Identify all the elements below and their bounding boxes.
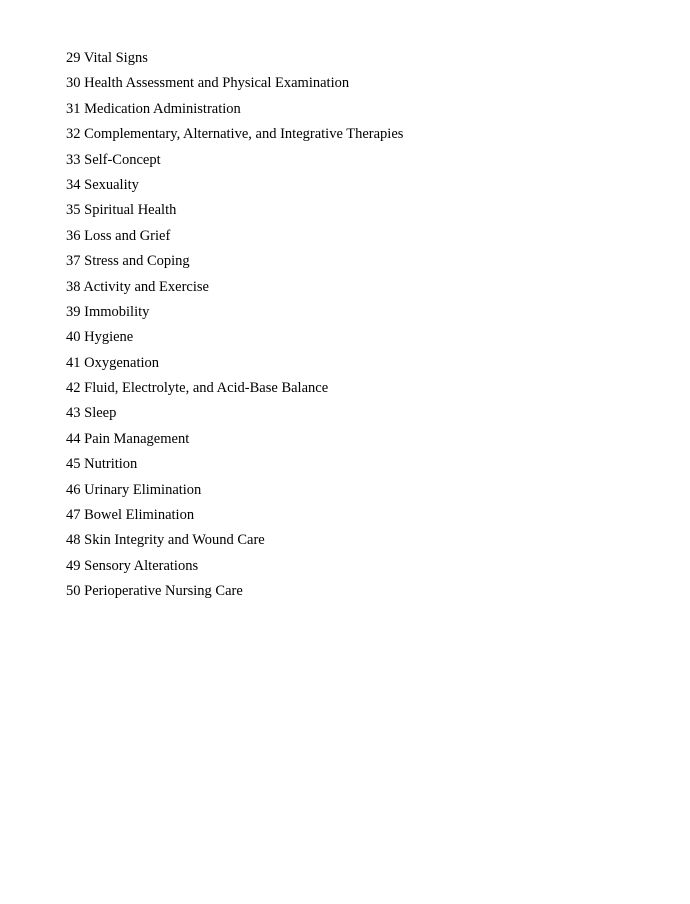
chapter-title: Perioperative Nursing Care [84, 583, 243, 600]
chapter-number: 41 [66, 354, 81, 371]
chapter-entry [66, 99, 403, 124]
chapter-title: Self-Concept [84, 151, 161, 168]
chapter-entry [66, 251, 403, 276]
chapter-entry [66, 327, 403, 352]
chapter-title: Urinary Elimination [84, 481, 202, 498]
chapter-entry [66, 73, 403, 98]
chapter-number: 30 [66, 75, 81, 92]
chapter-number: 38 [66, 278, 81, 295]
chapter-title: Stress and Coping [84, 253, 190, 270]
chapter-entry [66, 454, 403, 479]
chapter-title: Hygiene [84, 329, 134, 346]
chapter-entry [66, 302, 403, 327]
chapter-number: 35 [66, 202, 81, 219]
chapter-number: 47 [66, 507, 81, 524]
chapter-title: Oxygenation [84, 354, 160, 371]
chapter-number: 32 [66, 126, 81, 143]
chapter-number: 45 [66, 456, 81, 473]
chapter-entry [66, 124, 403, 149]
chapter-entry [66, 200, 403, 225]
chapter-title: Nutrition [84, 456, 138, 473]
chapter-number: 42 [66, 380, 81, 397]
chapter-entry [66, 378, 403, 403]
chapter-number: 43 [66, 405, 81, 422]
chapter-number: 31 [66, 100, 81, 117]
chapter-number: 29 [66, 50, 81, 66]
chapter-title: Spiritual Health [84, 202, 177, 219]
chapter-entry [66, 48, 403, 73]
chapter-number: 37 [66, 253, 81, 270]
chapter-number: 34 [66, 176, 81, 193]
chapter-number: 33 [66, 151, 81, 168]
chapter-number: 40 [66, 329, 81, 346]
chapter-entry [66, 353, 403, 378]
chapter-title: Pain Management [84, 430, 190, 447]
chapter-title: Fluid, Electrolyte, and Acid-Base Balance [84, 380, 329, 397]
chapter-list [66, 48, 403, 607]
chapter-title: Activity and Exercise [83, 278, 209, 295]
chapter-entry [66, 175, 403, 200]
chapter-number: 39 [66, 303, 81, 320]
chapter-entry [66, 556, 403, 581]
chapter-number: 36 [66, 227, 81, 244]
chapter-title: Sensory Alterations [84, 557, 199, 574]
chapter-title: Complementary, Alternative, and Integrative Therapies [84, 126, 404, 143]
chapter-title: Medication Administration [84, 100, 241, 117]
chapter-entry [66, 150, 403, 175]
chapter-entry [66, 581, 403, 606]
chapter-entry [66, 505, 403, 530]
chapter-title: Sexuality [84, 176, 139, 193]
chapter-title: Skin Integrity and Wound Care [84, 532, 265, 549]
chapter-entry [66, 403, 403, 428]
chapter-title: Loss and Grief [84, 227, 171, 244]
chapter-title: Immobility [84, 303, 150, 320]
chapter-number: 46 [66, 481, 81, 498]
chapter-title: Health Assessment and Physical Examination [84, 75, 350, 92]
chapter-number: 48 [66, 532, 81, 549]
chapter-number: 44 [66, 430, 81, 447]
chapter-number: 50 [66, 583, 81, 600]
chapter-entry [66, 530, 403, 555]
chapter-title: Bowel Elimination [84, 507, 195, 524]
chapter-number: 49 [66, 557, 81, 574]
chapter-entry [66, 480, 403, 505]
chapter-title: Vital Signs [83, 50, 148, 66]
chapter-entry [66, 277, 403, 302]
chapter-title: Sleep [84, 405, 117, 422]
chapter-entry [66, 226, 403, 251]
chapter-entry [66, 429, 403, 454]
